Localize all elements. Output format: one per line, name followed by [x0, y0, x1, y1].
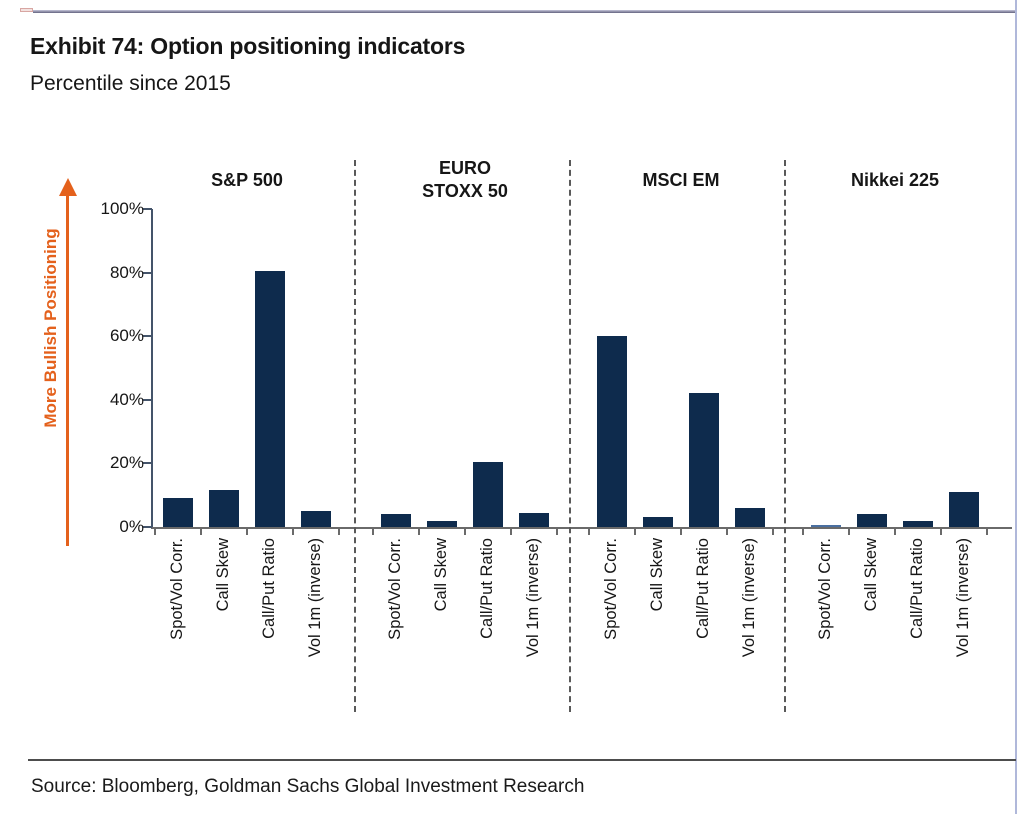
x-tick-label: Call Skew: [648, 538, 666, 612]
y-tick-label: 80%: [109, 262, 144, 282]
exhibit-title: Exhibit 74: Option positioning indicators: [30, 33, 466, 59]
x-tick-label: Call Skew: [862, 538, 880, 612]
group-title-line: EURO: [438, 158, 491, 178]
x-tick-label: Spot/Vol Corr.: [602, 538, 620, 640]
bar: [811, 525, 841, 527]
group-title: [162, 150, 332, 210]
bar: [427, 521, 457, 527]
bar: [643, 517, 673, 527]
bar-group-separator: [354, 160, 356, 712]
bullish-arrow-line: [66, 194, 69, 546]
x-tick: [588, 527, 590, 535]
bar: [473, 462, 503, 527]
x-tick: [772, 527, 774, 535]
group-title-line: Nikkei 225: [850, 169, 940, 190]
x-tick: [464, 527, 466, 535]
y-tick: [143, 272, 152, 274]
group-title: [810, 150, 980, 210]
group-title: [380, 150, 550, 210]
x-tick: [246, 527, 248, 535]
y-tick-label: 20%: [109, 453, 144, 473]
bar: [255, 271, 285, 527]
y-axis-arrow-label: More Bullish Positioning: [41, 228, 60, 428]
x-tick: [634, 527, 636, 535]
bar: [209, 490, 239, 527]
y-axis-line: [151, 209, 153, 529]
x-tick-label: Vol 1m (inverse): [954, 538, 972, 658]
y-tick-label: 100%: [100, 199, 144, 218]
bar: [519, 513, 549, 527]
y-tick-label: 60%: [109, 326, 144, 346]
x-tick: [894, 527, 896, 535]
bar: [735, 508, 765, 527]
x-tick-label: Call Skew: [432, 538, 450, 612]
x-tick: [418, 527, 420, 535]
x-tick: [848, 527, 850, 535]
group-title-line: STOXX 50: [422, 181, 508, 201]
x-axis-line: [151, 527, 1012, 529]
x-tick-label: Call/Put Ratio: [694, 538, 712, 639]
group-title: [596, 150, 766, 210]
bar-group-separator: [784, 160, 786, 712]
bar: [301, 511, 331, 527]
y-tick-label: 40%: [109, 389, 144, 409]
y-tick: [143, 208, 152, 210]
x-tick-label: Spot/Vol Corr.: [168, 538, 186, 640]
x-tick: [338, 527, 340, 535]
x-tick-label: Spot/Vol Corr.: [816, 538, 834, 640]
x-tick: [510, 527, 512, 535]
bar: [689, 393, 719, 527]
x-tick: [292, 527, 294, 535]
x-tick-label: Call Skew: [214, 538, 232, 612]
y-tick-label: 0%: [119, 517, 144, 536]
x-tick: [372, 527, 374, 535]
x-tick: [726, 527, 728, 535]
group-title-line: S&P 500: [211, 169, 283, 190]
y-tick: [143, 526, 152, 528]
group-title-line: MSCI EM: [642, 169, 720, 190]
bar: [597, 336, 627, 527]
x-tick-label: Call/Put Ratio: [908, 538, 926, 639]
source-text: Source: Bloomberg, Goldman Sachs Global Investment Research: [31, 776, 585, 797]
x-tick-label: Vol 1m (inverse): [740, 538, 758, 658]
x-tick: [200, 527, 202, 535]
source-rule: [28, 759, 1016, 761]
bar: [903, 521, 933, 527]
bar: [163, 498, 193, 527]
x-tick: [986, 527, 988, 535]
x-tick: [940, 527, 942, 535]
bar: [857, 514, 887, 527]
x-tick: [556, 527, 558, 535]
bar-group-separator: [569, 160, 571, 712]
x-tick-label: Call/Put Ratio: [478, 538, 496, 639]
x-tick-label: Spot/Vol Corr.: [386, 538, 404, 640]
y-tick: [143, 399, 152, 401]
bar: [381, 514, 411, 527]
y-tick: [143, 335, 152, 337]
top-rule: [33, 10, 1015, 13]
x-tick-label: Vol 1m (inverse): [524, 538, 542, 658]
x-tick: [680, 527, 682, 535]
x-tick-label: Vol 1m (inverse): [306, 538, 324, 658]
y-tick: [143, 462, 152, 464]
x-tick: [154, 527, 156, 535]
exhibit-subtitle: Percentile since 2015: [30, 72, 231, 95]
red-tick-mark: [20, 8, 33, 12]
x-tick: [802, 527, 804, 535]
page-right-border: [1015, 0, 1017, 814]
x-tick-label: Call/Put Ratio: [260, 538, 278, 639]
bar: [949, 492, 979, 527]
